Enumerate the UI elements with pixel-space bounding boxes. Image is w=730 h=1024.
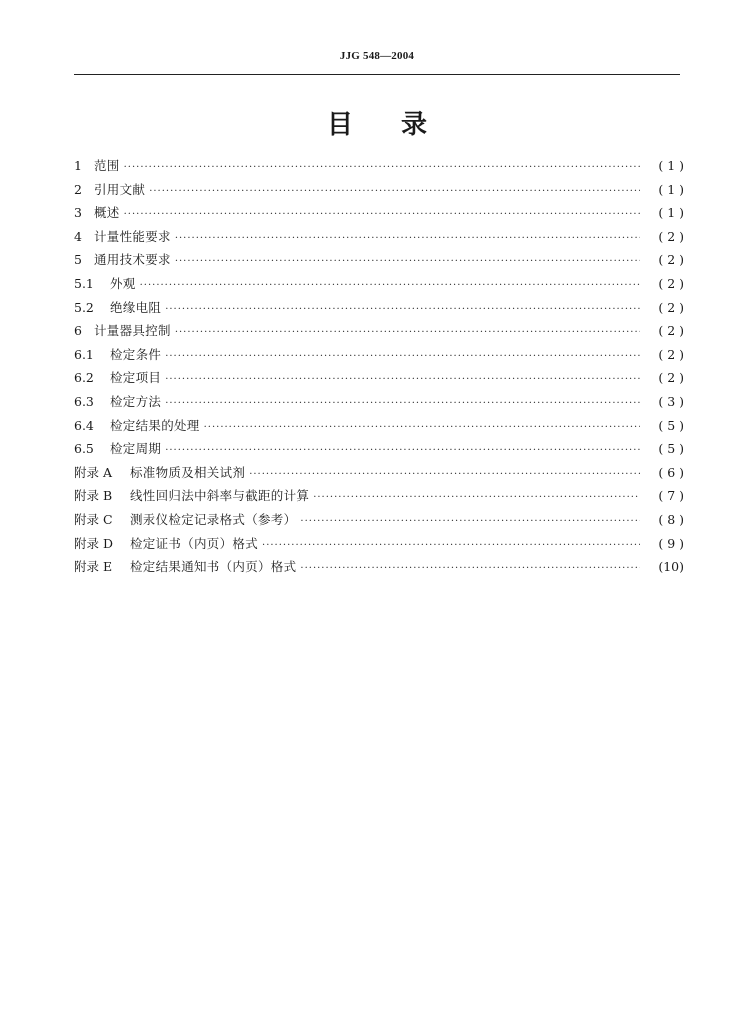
toc-entry-page: ( 5 ) [658, 441, 684, 457]
toc-entry-number: 5.1 [74, 275, 94, 291]
toc-leader-dots [165, 351, 640, 362]
toc-leader-dots [262, 540, 640, 551]
toc-leader-dots [149, 186, 640, 197]
toc-leader-dots [124, 209, 640, 220]
toc-entry-page: (10) [658, 559, 684, 575]
toc-entry-appendix-a[interactable] [74, 463, 684, 487]
toc-leader-dots [249, 469, 640, 480]
toc-leader-dots [300, 516, 640, 527]
toc-entry-title: 线性回归法中斜率与截距的计算 [130, 488, 310, 504]
toc-entry-page: ( 2 ) [658, 275, 684, 291]
toc-entry-page: ( 9 ) [658, 535, 684, 551]
toc-entry-6-5[interactable] [74, 439, 684, 463]
toc-entry-title: 检定证书（内页）格式 [130, 535, 259, 551]
toc-entry-number: 6 [74, 323, 82, 339]
toc-entry-page: ( 2 ) [658, 370, 684, 386]
toc-entry-page: ( 2 ) [658, 346, 684, 362]
toc-entry-page: ( 3 ) [658, 393, 684, 409]
toc-entry-page: ( 2 ) [658, 299, 684, 315]
toc-entry-5-2[interactable] [74, 298, 684, 322]
toc-entry-page: ( 1 ) [658, 158, 684, 173]
toc-entry-page: ( 1 ) [658, 205, 684, 221]
toc-entry-6-4[interactable] [74, 416, 684, 440]
toc-entry-title: 检定结果的处理 [110, 417, 200, 433]
toc-entry-page: ( 2 ) [658, 323, 684, 339]
toc-leader-dots [140, 280, 640, 291]
toc-entry-6-2[interactable] [74, 368, 684, 392]
toc-entry-number: 附录 C [74, 511, 113, 527]
toc-entry-page: ( 2 ) [658, 252, 684, 268]
toc-entry-2[interactable] [74, 180, 684, 204]
toc-entry-title: 计量性能要求 [94, 228, 171, 244]
toc-entry-title: 引用文献 [94, 181, 146, 197]
toc-entry-number: 附录 E [74, 559, 113, 575]
page-title-left: 目 [326, 110, 353, 140]
toc-entry-number: 6.2 [74, 370, 94, 386]
toc-entry-number: 6.1 [74, 346, 94, 362]
toc-leader-dots [175, 327, 640, 338]
toc-entry-title: 范围 [94, 158, 120, 173]
toc-entry-1[interactable] [74, 156, 684, 180]
toc-entry-page: ( 2 ) [658, 228, 684, 244]
toc-entry-number: 附录 A [74, 464, 113, 480]
toc-entry-title: 绝缘电阻 [110, 299, 162, 315]
document-code-header: JJG 548—2004 [339, 50, 415, 62]
toc-entry-page: ( 8 ) [658, 511, 684, 527]
toc-entry-title: 通用技术要求 [94, 252, 171, 268]
toc-leader-dots [165, 398, 640, 409]
toc-entry-title: 外观 [110, 275, 136, 291]
toc-entry-6-1[interactable] [74, 345, 684, 369]
toc-entry-number: 5.2 [74, 299, 94, 315]
toc-leader-dots [165, 304, 640, 315]
toc-entry-page: ( 7 ) [658, 488, 684, 504]
toc-entry-page: ( 1 ) [658, 181, 684, 197]
toc-leader-dots [313, 492, 640, 503]
toc-entry-number: 6.5 [74, 441, 94, 457]
toc-entry-number: 附录 B [74, 488, 113, 504]
toc-leader-dots [204, 422, 640, 433]
table-of-contents [74, 156, 684, 581]
toc-entry-title: 测汞仪检定记录格式（参考） [130, 511, 297, 527]
toc-entry-number: 4 [74, 228, 82, 244]
toc-entry-number: 1 [74, 158, 82, 173]
toc-entry-number: 6.4 [74, 417, 94, 433]
toc-leader-dots [124, 162, 640, 173]
toc-entry-title: 检定结果通知书（内页）格式 [130, 559, 297, 575]
toc-entry-number: 5 [74, 252, 82, 268]
toc-entry-appendix-b[interactable] [74, 486, 684, 510]
toc-leader-dots [165, 445, 640, 456]
toc-entry-4[interactable] [74, 227, 684, 251]
toc-entry-3[interactable] [74, 203, 684, 227]
toc-entry-number: 6.3 [74, 393, 94, 409]
toc-entry-title: 检定方法 [110, 393, 162, 409]
toc-entry-number: 2 [74, 181, 82, 197]
toc-entry-number: 附录 D [74, 535, 113, 551]
toc-entry-5-1[interactable] [74, 274, 684, 298]
page-title-right: 录 [401, 110, 428, 140]
toc-entry-title: 检定项目 [110, 370, 162, 386]
toc-entry-title: 检定周期 [110, 441, 162, 457]
toc-leader-dots [175, 233, 640, 244]
toc-leader-dots [175, 256, 640, 267]
toc-entry-page: ( 6 ) [658, 464, 684, 480]
page-title [74, 104, 680, 141]
toc-entry-5[interactable] [74, 250, 684, 274]
toc-entry-appendix-e[interactable] [74, 557, 684, 581]
toc-entry-appendix-c[interactable] [74, 510, 684, 534]
toc-leader-dots [165, 374, 640, 385]
toc-entry-title: 计量器具控制 [94, 323, 171, 339]
header-rule [74, 74, 680, 75]
toc-entry-6-3[interactable] [74, 392, 684, 416]
toc-entry-title: 检定条件 [110, 346, 162, 362]
toc-entry-6[interactable] [74, 321, 684, 345]
toc-entry-title: 标准物质及相关试剂 [130, 464, 246, 480]
toc-entry-number: 3 [74, 205, 82, 221]
toc-entry-page: ( 5 ) [658, 417, 684, 433]
toc-entry-title: 概述 [94, 205, 120, 221]
toc-leader-dots [300, 563, 640, 574]
toc-entry-appendix-d[interactable] [74, 534, 684, 558]
